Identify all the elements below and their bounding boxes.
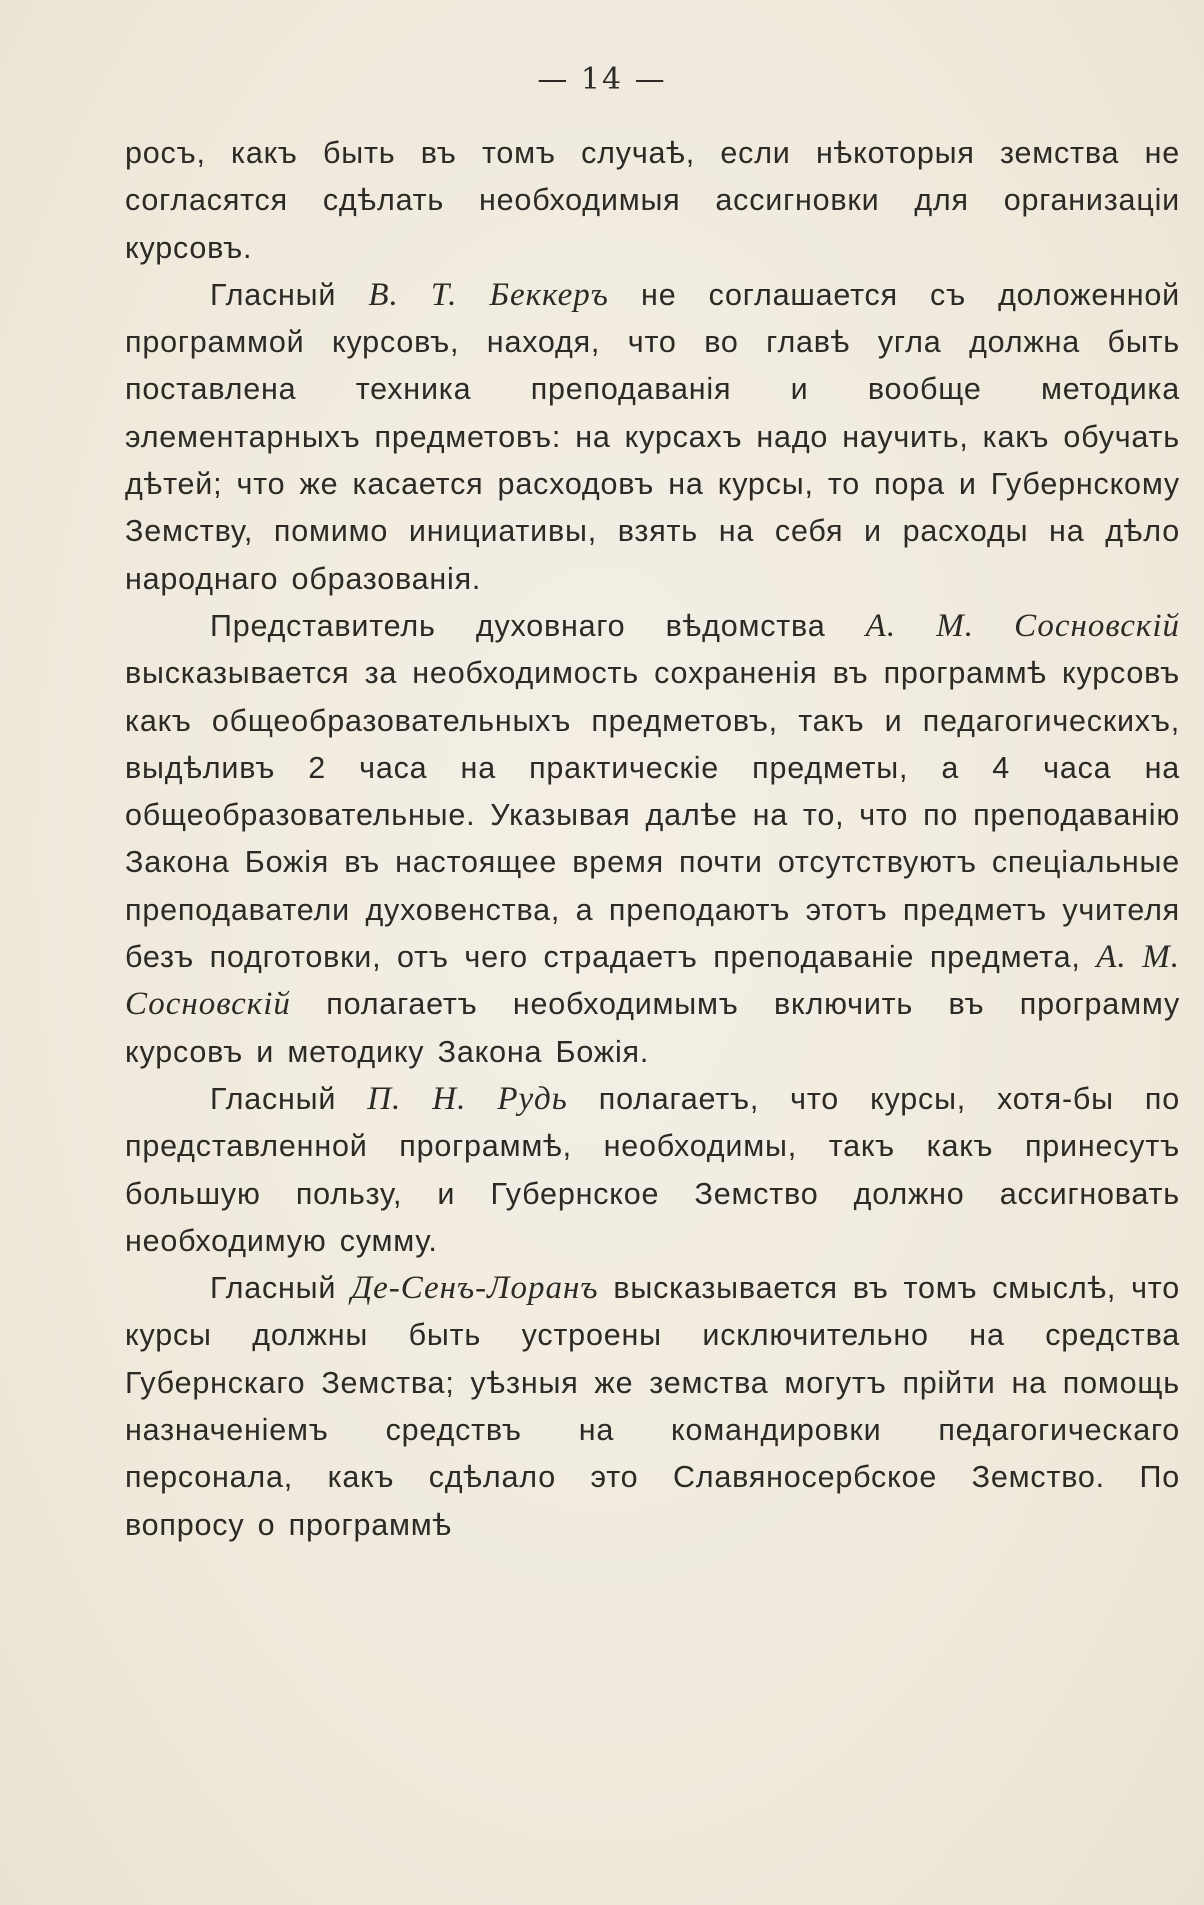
text-column: [125, 130, 1180, 1549]
paragraph-lead: Гласный: [210, 277, 369, 312]
page-number: — 14 —: [537, 62, 667, 97]
paragraph-lead: Представитель духовнаго вѣдомства: [210, 608, 866, 643]
speaker-name: А. М. Сосновскій: [125, 939, 1180, 1023]
paragraph-text: полагаетъ необходимымъ включить въ программу курсовъ и методику Закона Божія.: [125, 987, 1180, 1069]
paragraph-text: росъ, какъ быть въ томъ случаѣ, если нѣкоторыя земства не согласятся сдѣлать необходимыя ассигновки для организаціи курсовъ.: [125, 136, 1180, 265]
paragraph-bekker: [125, 272, 1180, 603]
speaker-name: Де-Сенъ-Лоранъ: [351, 1270, 599, 1307]
paragraph-text: высказывается въ томъ смыслѣ, что курсы должны быть устроены исключительно на средства Губернскаго Земства; уѣзныя же земства могутъ прійти на помощь назначеніемъ средствъ на командировки педагогическаго персонала, какъ сдѣлало это Славяносербское Земство. По вопросу о программѣ: [125, 1271, 1180, 1542]
paragraph-continuation: [125, 130, 1180, 272]
paragraph-rud: [125, 1076, 1180, 1265]
paragraph-text: полагаетъ, что курсы, хотя-бы по представленной программѣ, необходимы, такъ какъ принесутъ большую пользу, и Губернское Земство должно ассигновать необходимую сумму.: [125, 1081, 1180, 1258]
paragraph-text: не соглашается съ доложенной программой курсовъ, находя, что во главѣ угла должна быть поставлена техника преподаванія и вообще методика элементарныхъ предметовъ: на курсахъ надо научить, какъ обучать дѣтей; что же касается расходовъ на курсы, то пора и Губернскому Земству, помимо инициативы, взять на себя и расходы на дѣло народнаго образованія.: [125, 277, 1180, 596]
paragraph-lead: Гласный: [210, 1081, 368, 1116]
paragraph-text: высказывается за необходимость сохраненія въ программѣ курсовъ какъ общеобразовательныхъ предметовъ, такъ и педагогическихъ, выдѣливъ 2 часа на практическіе предметы, а 4 часа на общеобразовательные. Указывая далѣе на то, что по преподаванію Закона Божія въ настоящее время почти отсутствуютъ спеціальные преподаватели духовенства, а преподаютъ этотъ предметъ учителя безъ подготовки, отъ чего страдаетъ преподаваніе предмета,: [125, 656, 1180, 975]
speaker-name: В. Т. Беккеръ: [368, 276, 609, 313]
paragraph-de-sen-loran: [125, 1265, 1180, 1549]
speaker-name: П. Н. Рудь: [367, 1080, 568, 1117]
paragraph-sosnovsky: [125, 603, 1180, 1076]
speaker-name: А. М. Сосновскій: [865, 607, 1180, 644]
paragraph-lead: Гласный: [210, 1271, 352, 1306]
